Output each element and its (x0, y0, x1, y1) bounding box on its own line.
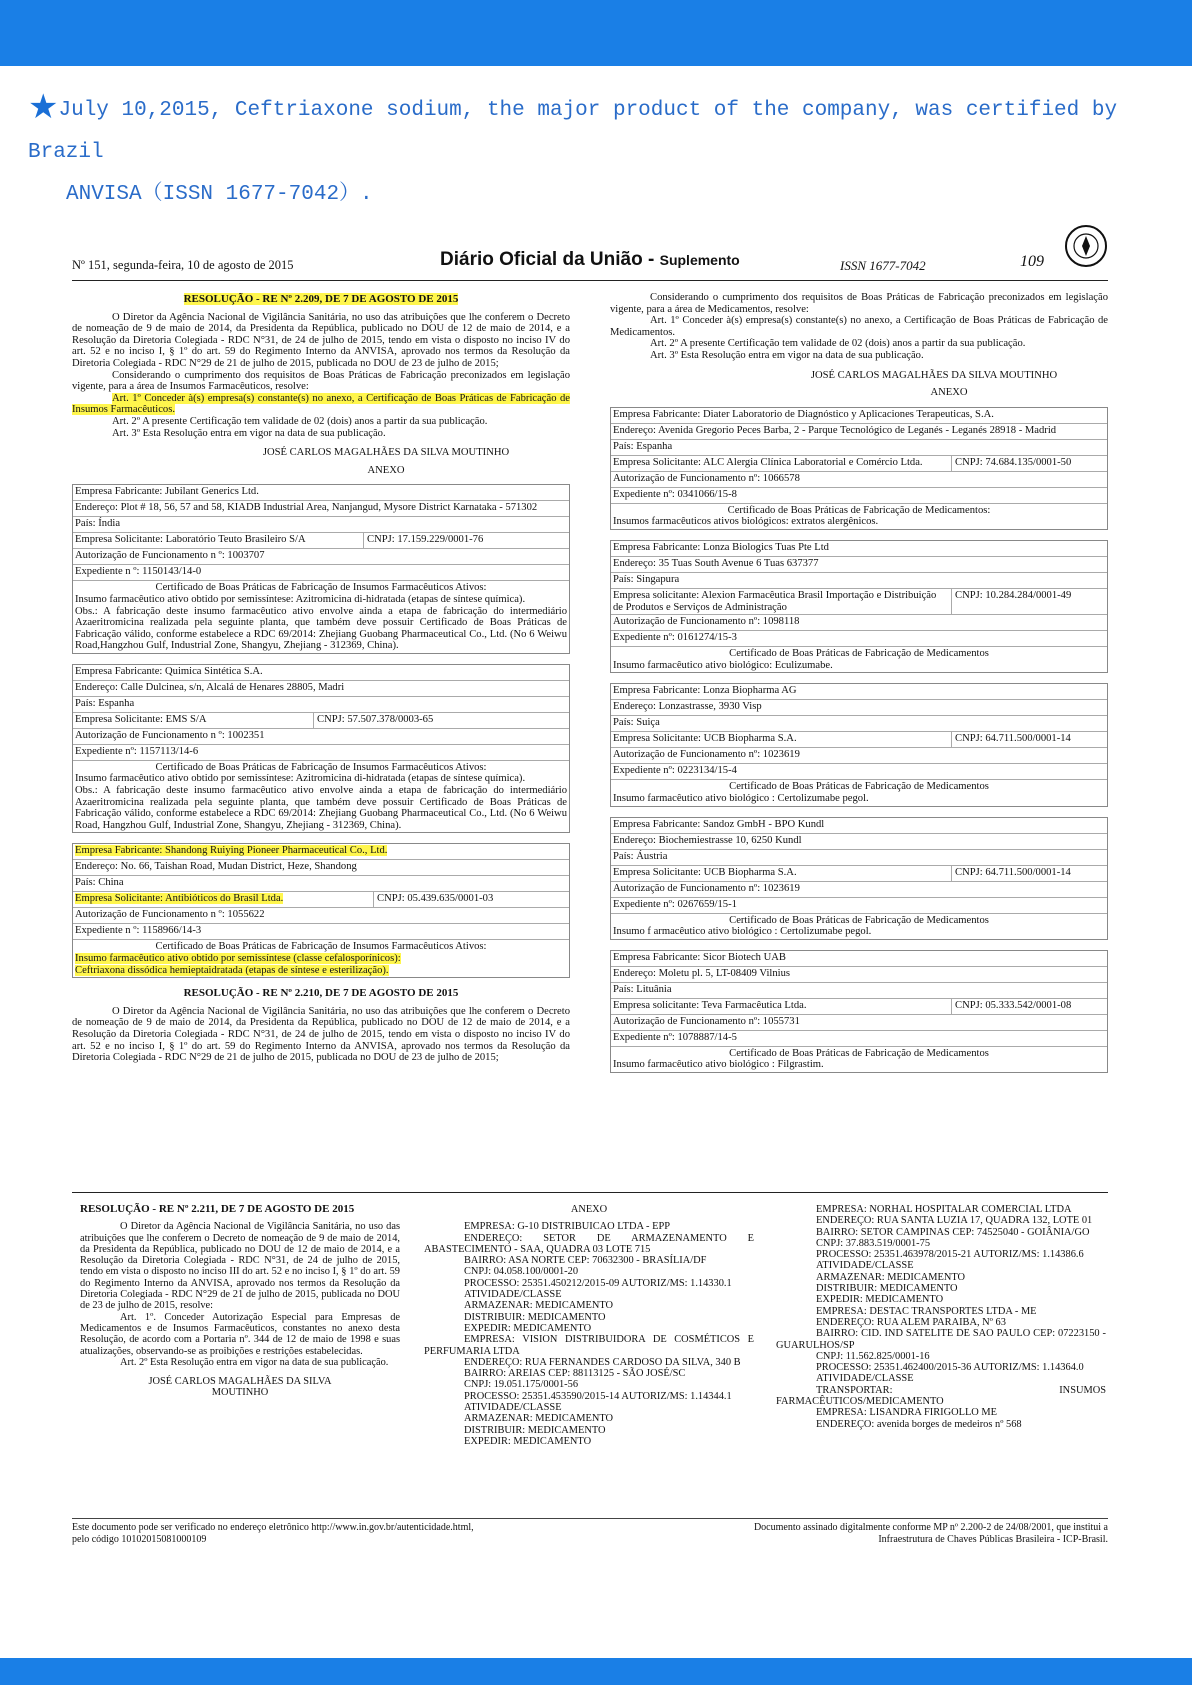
annex-entry-quimica-sintetica (72, 664, 570, 834)
authorization: Autorização de Funcionamento n º: 1055622 (73, 908, 569, 924)
resolution-2211-title: RESOLUÇÃO - RE Nº 2.211, DE 7 DE AGOSTO DE 2015 (80, 1203, 355, 1215)
annex-entry-lonza-biologics: Empresa Fabricante: Lonza Biologics Tuas Pte Ltd Endereço: 35 Tuas South Avenue 6 Tuas 637377 País: Singapura Empresa solicitante: Alexion Farmacêutica Brasil Importação e Distribuição de Produtos e Serviços de Administração CNPJ: 10.284.284/0001-49 Autorização de Funcionamento nº: 1098118 Expediente nº: 0161274/15-3 Certificado de Boas Práticas de Fabricação de Medicamentos Insumo farmacêutico ativo biológico: Eculizumabe. (610, 540, 1108, 673)
address: Endereço: No. 66, Taishan Road, Mudan District, Heze, Shandong (73, 860, 569, 876)
applicant-row: Empresa solicitante: Teva Farmacêutica Ltda. CNPJ: 05.333.542/0001-08 (611, 999, 1107, 1015)
res1-considering: Considerando o cumprimento dos requisitos de Boas Práticas de Fabricação preconizados em legislação vigente, para a área de Insumos Farmacêuticos, resolve: (72, 369, 570, 393)
address: Endereço: Plot # 18, 56, 57 and 58, KIADB Industrial Area, Nanjangud, Mysore District Karnataka - 571302 (73, 501, 569, 517)
res3-signature: JOSÉ CARLOS MAGALHÃES DA SILVA MOUTINHO (148, 1376, 332, 1399)
res2-preamble: O Diretor da Agência Nacional de Vigilância Sanitária, no uso das atribuições que lhe conferem o Decreto de nomeação de 9 de maio de 2014, da Presidenta da República, publicado no DOU de 12 de maio de 2014, e a Resolução da Diretoria Colegiada - RDC N°31, de 24 de julho de 2015, tendo em vista o disposto no inciso IV do art. 52 e no inciso I, § 1º do art. 59 do Regimento Interno da ANVISA, aprovado nos termos da Resolução da Diretoria Colegiada - RDC N°29 de 21 de julho de 2015, publicada no DOU de 23 de julho de 2015; (72, 1005, 570, 1064)
footer-signature-note: Documento assinado digitalmente conforme MP nº 2.200-2 de 24/08/2001, que institui a Infraestrutura de Chaves Públicas Brasileira - ICP-Brasil. (753, 1522, 1108, 1545)
applicant-row: Empresa Solicitante: Antibióticos do Brasil Ltda. CNPJ: 05.439.635/0001-03 (73, 892, 569, 908)
manufacturer: Empresa Fabricante: Jubilant Generics Ltd. (73, 485, 569, 501)
issn: ISSN 1677-7042 (840, 258, 926, 273)
country: País: Espanha (73, 697, 569, 713)
right-column (610, 292, 1108, 1083)
certificate-block: Certificado de Boas Práticas de Fabricação de Insumos Farmacêuticos Ativos: Insumo farmacêutico ativo obtido por semissíntese (classe cefalosporínicos): Ceftriaxona dissódica hemieptaidratada (etapas de síntese e esterilização). (75, 941, 487, 976)
annex-authorizations-middle: ANEXO EMPRESA: G-10 DISTRIBUICAO LTDA - EPP ENDEREÇO: SETOR DE ARMAZENAMENTO E ABASTECIMENTO - SAA, QUADRA 03 LOTE 715 BAIRRO: ASA NORTE CEP: 70632300 - BRASÍLIA/DF CNPJ: 04.058.100/0001-20 PROCESSO: 25351.450212/2015-09 AUTORIZ/MS: 1.14330.1 ATIVIDADE/CLASSE ARMAZENAR: MEDICAMENTO DISTRIBUIR: MEDICAMENTO EXPEDIR: MEDICAMENTO EMPRESA: VISION DISTRIBUIDORA DE COSMÉTICOS E PERFUMARIA LTDA ENDEREÇO: RUA FERNANDES CARDOSO DA SILVA, 340 B BAIRRO: AREIAS CEP: 88113125 - SÃO JOSÉ/SC CNPJ: 19.051.175/0001-56 PROCESSO: 25351.453590/2015-14 AUTORIZ/MS: 1.14344.1 ATIVIDADE/CLASSE ARMAZENAR: MEDICAMENTO DISTRIBUIR: MEDICAMENTO EXPEDIR: MEDICAMENTO (424, 1204, 754, 1447)
banner-line-1: July 10,2015, Ceftriaxone sodium, the major product of the company, was certified by Brazil (28, 99, 1118, 164)
imprensa-nacional-seal-icon (1064, 224, 1108, 268)
issue-date: Nº 151, segunda-feira, 10 de agosto de 2015 (72, 258, 294, 272)
res1-art1: Art. 1º Conceder à(s) empresa(s) constante(s) no anexo, a Certificação de Boas Práticas de Fabricação de Insumos Farmacêuticos. (72, 392, 570, 416)
res2-anexo: ANEXO (930, 387, 968, 399)
expedient: Expediente n º: 1150143/14-0 (73, 565, 569, 581)
authorization: Autorização de Funcionamento n º: 1002351 (73, 729, 569, 745)
certificate-block: Certificado de Boas Práticas de Fabricação de Insumos Farmacêuticos Ativos: Insumo farmacêutico ativo obtido por semissíntese: Azitromicina di-hidratada (etapas de síntese química). Obs.: A fabricação deste insumo farmacêutico ativo envolve ainda a etapa de fabricação do intermediário Azaeritromicina realizada pela seguinte planta, que também deve possuir Certificado de Boas Práticas de Fabricação válido, conforme estabelece a RDC 69/2014: Zhejiang Guobang Pharmaceutical Co., Ltd. (No 6 Weiwu Road, Hangzhou Gulf, Industrial Zone, Shangyu, Zhejiang - 312369, China). (75, 761, 567, 831)
footer-verification: Este documento pode ser verificado no endereço eletrônico http://www.in.gov.br/autenticidade.html, pelo código 10102015081000109 (72, 1522, 474, 1545)
res1-signature: JOSÉ CARLOS MAGALHÃES DA SILVA MOUTINHO (262, 447, 510, 459)
annex-entry-sandoz: Empresa Fabricante: Sandoz GmbH - BPO Kundl Endereço: Biochemiestrasse 10, 6250 Kundl País: Áustria Empresa Solicitante: UCB Biopharma S.A. CNPJ: 64.711.500/0001-14 Autorização de Funcionamento nº: 1023619 Expediente nº: 0267659/15-1 Certificado de Boas Práticas de Fabricação de Medicamentos Insumo f armacêutico ativo biológico : Certolizumabe pegol. (610, 817, 1108, 940)
page-number: 109 (1020, 253, 1044, 270)
resolution-2209-title: RESOLUÇÃO - RE Nº 2.209, DE 7 DE AGOSTO DE 2015 (183, 293, 459, 305)
banner-caption (28, 86, 1168, 216)
banner-line-2: ANVISA（ISSN 1677-7042）. (66, 183, 373, 206)
address: Endereço: Calle Dulcinea, s/n, Alcalá de Henares 28805, Madri (73, 681, 569, 697)
res1-art2: Art. 2º A presente Certificação tem validade de 02 (dois) anos a partir da sua publicação. (112, 415, 488, 427)
annex-entry-shandong-ruiying (72, 843, 570, 978)
res1-anexo: ANEXO (367, 464, 405, 476)
applicant-row: Empresa solicitante: Alexion Farmacêutica Brasil Importação e Distribuição de Produtos e Serviços de Administração CNPJ: 10.284.284/0001-49 (611, 589, 1107, 615)
diario-oficial-page (72, 222, 1108, 1552)
res1-art3: Art. 3º Esta Resolução entra em vigor na data de sua publicação. (112, 427, 386, 439)
section-rule (72, 1192, 1108, 1193)
top-blue-bar (0, 0, 1192, 66)
country: País: Índia (73, 517, 569, 533)
header-rule (72, 280, 1108, 281)
res2-considering: Considerando o cumprimento dos requisitos de Boas Práticas de Fabricação preconizados em legislação vigente, para a área de Medicamentos, resolve: (610, 292, 1108, 315)
publication-title: Diário Oficial da União - Suplemento (440, 249, 740, 270)
annex-entry-sicor: Empresa Fabricante: Sicor Biotech UAB Endereço: Moletu pl. 5, LT-08409 Vilnius País: Lituânia Empresa solicitante: Teva Farmacêutica Ltda. CNPJ: 05.333.542/0001-08 Autorização de Funcionamento nº: 1055731 Expediente nº: 1078887/14-5 Certificado de Boas Práticas de Fabricação de Medicamentos Insumo farmacêutico ativo biológico : Filgrastim. (610, 950, 1108, 1073)
applicant-row: Empresa Solicitante: UCB Biopharma S.A. CNPJ: 64.711.500/0001-14 (611, 732, 1107, 748)
country: País: China (73, 876, 569, 892)
expedient: Expediente n º: 1158966/14-3 (73, 924, 569, 940)
annex-authorizations-right: EMPRESA: NORHAL HOSPITALAR COMERCIAL LTDA ENDEREÇO: RUA SANTA LUZIA 17, QUADRA 132, LOTE 01 BAIRRO: SETOR CAMPINAS CEP: 74525040 - GOIÂNIA/GO CNPJ: 37.883.519/0001-75 PROCESSO: 25351.463978/2015-21 AUTORIZ/MS: 1.14386.6 ATIVIDADE/CLASSE ARMAZENAR: MEDICAMENTO DISTRIBUIR: MEDICAMENTO EXPEDIR: MEDICAMENTO EMPRESA: DESTAC TRANSPORTES LTDA - ME ENDEREÇO: RUA ALEM PARAIBA, Nº 63 BAIRRO: CID. IND SATELITE DE SAO PAULO CEP: 07223150 - GUARULHOS/SP CNPJ: 11.562.825/0001-16 PROCESSO: 25351.462400/2015-36 AUTORIZ/MS: 1.14364.0 ATIVIDADE/CLASSE TRANSPORTAR: INSUMOS FARMACÊUTICOS/MEDICAMENTO EMPRESA: LISANDRA FIRIGOLLO ME ENDEREÇO: avenida borges de medeiros nº 568 (776, 1204, 1106, 1430)
applicant-row: Empresa Solicitante: ALC Alergia Clínica Laboratorial e Comércio Ltda. CNPJ: 74.684.135/0001-50 (611, 456, 1107, 472)
footer-rule (72, 1518, 1108, 1519)
expedient: Expediente nº: 1157113/14-6 (73, 745, 569, 761)
resolution-2210-title: RESOLUÇÃO - RE Nº 2.210, DE 7 DE AGOSTO DE 2015 (183, 987, 459, 1000)
annex-entry-jubilant (72, 484, 570, 654)
authorization: Autorização de Funcionamento n º: 1003707 (73, 549, 569, 565)
bottom-blue-bar (0, 1658, 1192, 1685)
manufacturer: Empresa Fabricante: Shandong Ruiying Pioneer Pharmaceutical Co., Ltd. (73, 844, 569, 860)
res2-art2: Art. 2º A presente Certificação tem validade de 02 (dois) anos a partir da sua publicação. (650, 338, 1026, 350)
applicant-row: Empresa Solicitante: UCB Biopharma S.A. CNPJ: 64.711.500/0001-14 (611, 866, 1107, 882)
manufacturer: Empresa Fabricante: Quimica Sintética S.A. (73, 665, 569, 681)
applicant-row: Empresa Solicitante: EMS S/A CNPJ: 57.507.378/0003-65 (73, 713, 569, 729)
annex-entry-diater: Empresa Fabricante: Diater Laboratorio de Diagnóstico y Aplicaciones Terapeuticas, S.A. Endereço: Avenida Gregorio Peces Barba, 2 - Parque Tecnológico de Leganés - Leganés 28918 - Madrid País: Espanha Empresa Solicitante: ALC Alergia Clínica Laboratorial e Comércio Ltda. CNPJ: 74.684.135/0001-50 Autorização de Funcionamento nº: 1066578 Expediente nº: 0341066/15-8 Certificado de Boas Práticas de Fabricação de Medicamentos: Insumos farmacêuticos ativos biológicos: extratos alergênicos. (610, 407, 1108, 530)
page-header (72, 222, 1108, 282)
res2-art3: Art. 3º Esta Resolução entra em vigor na data de sua publicação. (650, 349, 924, 361)
certificate-block: Certificado de Boas Práticas de Fabricação de Insumos Farmacêuticos Ativos: Insumo farmacêutico ativo obtido por semissíntese: Azitromicina di-hidratada (etapas de síntese química). Obs.: A fabricação deste insumo farmacêutico ativo envolve ainda a etapa de fabricação do intermediário Azaeritromicina realizada pela seguinte planta, que também deve possuir Certificado de Boas Práticas de Fabricação válido, conforme estabelece a RDC 69/2014: Zhejiang Guobang Pharmaceutical Co., Ltd. (No 6 Weiwu Road,Hangzhou Gulf, Industrial Zone, Shangyu, Zhejiang - 312369, China). (75, 582, 567, 652)
res2-art1: Art. 1º Conceder à(s) empresa(s) constante(s) no anexo, a Certificação de Boas Práticas de Fabricação de Medicamentos. (610, 315, 1108, 338)
res1-preamble: O Diretor da Agência Nacional de Vigilância Sanitária, no uso das atribuições que lhe conferem o Decreto de nomeação de 9 de maio de 2014, da Presidenta da República, publicado no DOU de 12 de maio de 2014, e a Resolução da Diretoria Colegiada - RDC N°31, de 24 de julho de 2015, tendo em vista o disposto no inciso IV do art. 52 e no inciso I, § 1º do art. 59 do Regimento Interno da ANVISA, aprovado nos termos da Resolução da Diretoria Colegiada - RDC N°29 de 21 de julho de 2015, publicada no DOU de 23 de julho de 2015; (72, 311, 570, 369)
left-column (72, 288, 570, 1064)
star-icon: ★ (28, 87, 59, 127)
res2-signature: JOSÉ CARLOS MAGALHÃES DA SILVA MOUTINHO (810, 369, 1058, 381)
resolution-2211: RESOLUÇÃO - RE Nº 2.211, DE 7 DE AGOSTO DE 2015 O Diretor da Agência Nacional de Vigilância Sanitária, no uso das atribuições que lhe conferem o Decreto de nomeação de 9 de maio de 2014, da Presidenta da República, publicado no DOU de 12 de maio de 2014, e a Resolução da Diretoria Colegiada - RDC N°31, de 24 de julho de 2015, tendo em vista o disposto no inciso III do art. 52 e no inciso I, § 1º do art. 59 do Regimento Interno da ANVISA, aprovado nos termos da Resolução da Diretoria Colegiada - RDC N°29 de 21 de julho de 2015, publicada no DOU de 23 de julho de 2015, resolve: Art. 1º. Conceder Autorização Especial para Empresas de Medicamentos e de Insumos Farmacêuticos, constantes no anexo desta Resolução, de acordo com a Portaria nº. 344 de 12 de maio de 1998 e suas atualizações, observando-se as proibições e restrições estabelecidas. Art. 2º Esta Resolução entra em vigor na data de sua publicação. JOSÉ CARLOS MAGALHÃES DA SILVA MOUTINHO (80, 1203, 400, 1399)
applicant-row: Empresa Solicitante: Laboratório Teuto Brasileiro S/A CNPJ: 17.159.229/0001-76 (73, 533, 569, 549)
annex-entry-lonza-biopharma: Empresa Fabricante: Lonza Biopharma AG Endereço: Lonzastrasse, 3930 Visp País: Suiça Empresa Solicitante: UCB Biopharma S.A. CNPJ: 64.711.500/0001-14 Autorização de Funcionamento nº: 1023619 Expediente nº: 0223134/15-4 Certificado de Boas Práticas de Fabricação de Medicamentos Insumo farmacêutico ativo biológico : Certolizumabe pegol. (610, 683, 1108, 806)
